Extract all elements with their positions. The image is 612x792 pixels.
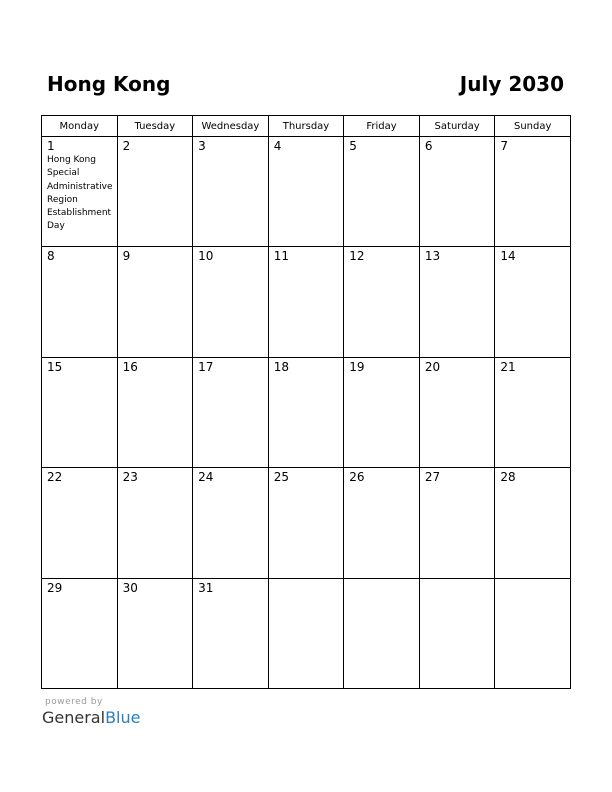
day-cell — [344, 468, 420, 578]
brand-general-text: General — [42, 708, 106, 727]
day-number: 10 — [198, 249, 214, 264]
day-cell — [344, 578, 420, 688]
day-cell — [42, 137, 118, 247]
day-number: 8 — [47, 249, 55, 264]
calendar-grid — [41, 115, 571, 689]
day-number: 17 — [198, 359, 214, 374]
day-cell — [117, 137, 193, 247]
day-number: 28 — [500, 470, 516, 485]
day-cell — [344, 357, 420, 467]
day-cell — [344, 247, 420, 357]
day-cell — [193, 357, 269, 467]
day-number: 4 — [273, 139, 282, 153]
day-cell — [42, 468, 118, 578]
day-cell — [193, 247, 269, 357]
weekday-tuesday: Tuesday — [117, 116, 193, 137]
day-number: 6 — [424, 139, 433, 153]
day-cell — [268, 578, 344, 688]
day-number: 2 — [122, 139, 131, 153]
day-number: 14 — [500, 249, 516, 264]
week-row — [42, 578, 571, 688]
day-cell — [42, 578, 118, 688]
holiday-label: Hong Kong Special Administrative Region Establishment Day — [47, 155, 113, 232]
day-number: 19 — [349, 359, 365, 374]
day-number: 27 — [424, 470, 441, 485]
day-cell — [117, 247, 193, 357]
day-number: 20 — [424, 359, 441, 374]
day-cell — [495, 137, 571, 247]
week-row — [42, 468, 571, 578]
day-number: 23 — [122, 470, 138, 485]
day-cell — [268, 137, 344, 247]
day-cell — [495, 247, 571, 357]
day-number: 26 — [349, 470, 365, 485]
day-number: 15 — [47, 359, 63, 374]
weekday-monday: Monday — [42, 116, 118, 137]
day-number: 3 — [198, 139, 206, 153]
day-number: 24 — [198, 470, 214, 485]
day-number: 12 — [349, 249, 365, 264]
day-number: 11 — [273, 249, 289, 264]
day-number: 18 — [273, 359, 289, 374]
day-cell — [268, 357, 344, 467]
powered-by-text: powered by — [45, 697, 103, 707]
weekday-friday: Friday — [344, 116, 420, 137]
day-cell — [193, 137, 269, 247]
day-cell — [495, 468, 571, 578]
day-cell — [117, 468, 193, 578]
day-number: 7 — [500, 139, 509, 153]
week-row — [42, 247, 571, 357]
weekday-header-row — [42, 116, 571, 137]
day-cell — [419, 137, 495, 247]
brand-blue-text: Blue — [105, 708, 141, 727]
day-cell — [117, 357, 193, 467]
week-row — [42, 137, 571, 247]
day-cell — [193, 468, 269, 578]
day-number: 25 — [273, 470, 289, 485]
day-cell — [419, 357, 495, 467]
weekday-thursday: Thursday — [268, 116, 344, 137]
day-number: 16 — [122, 359, 138, 374]
day-number: 30 — [122, 580, 138, 595]
day-cell — [419, 578, 495, 688]
day-cell — [495, 357, 571, 467]
week-row — [42, 357, 571, 467]
day-number: 22 — [47, 470, 63, 485]
weekday-sunday: Sunday — [495, 116, 571, 137]
day-number: 13 — [424, 249, 441, 264]
generalblue-logo — [42, 708, 140, 728]
calendar-body — [42, 137, 571, 689]
month-year-title: July 2030 — [459, 72, 564, 96]
day-number: 5 — [349, 139, 357, 153]
weekday-wednesday: Wednesday — [193, 116, 269, 137]
day-cell — [268, 247, 344, 357]
day-number: 31 — [198, 580, 214, 595]
day-number: 21 — [500, 359, 516, 374]
day-cell — [419, 247, 495, 357]
day-cell — [268, 468, 344, 578]
day-cell — [344, 137, 420, 247]
day-number: 29 — [47, 580, 63, 595]
day-cell — [193, 578, 269, 688]
day-cell — [495, 578, 571, 688]
day-cell — [419, 468, 495, 578]
weekday-saturday: Saturday — [419, 116, 495, 137]
day-cell — [117, 578, 193, 688]
day-cell — [42, 247, 118, 357]
day-cell — [42, 357, 118, 467]
day-number: 9 — [122, 249, 131, 264]
day-number: 1 — [47, 139, 55, 153]
region-title: Hong Kong — [47, 72, 171, 96]
